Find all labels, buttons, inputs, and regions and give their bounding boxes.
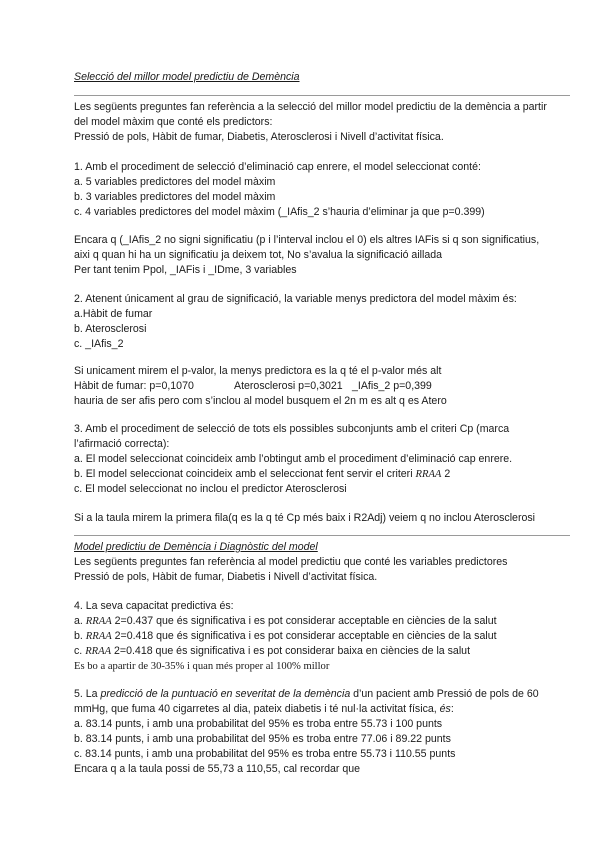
question-prefix: 5. La xyxy=(74,688,101,700)
rraa-symbol: RRAA xyxy=(85,646,112,657)
question-emphasis: predicció de la puntuació en severitat de la demència xyxy=(100,688,351,700)
section1-divider xyxy=(74,95,570,96)
option-a: a.Hàbit de fumar xyxy=(74,308,153,320)
option-suffix: 2=0.418 que és significativa i es pot considerar baixa en ciències de la salut xyxy=(111,645,471,657)
note-line: aixi q quan hi ha un significatiu ja deixem tot, No s’avalua la significació aillada xyxy=(74,249,443,261)
option-b-suffix: 2 xyxy=(441,468,451,480)
note-line: Per tant tenim Ppol, _IAFis i _IDme, 3 variables xyxy=(74,264,297,276)
question-3 xyxy=(74,422,574,497)
note-line: Si unicament mirem el p-valor, la menys predictora es la q té el p-valor més alt xyxy=(74,365,442,377)
rraa-symbol: RRAA xyxy=(85,631,112,642)
option-b-prefix: b. El model seleccionat coincideix amb el seleccionat fent servir el criteri xyxy=(74,468,416,480)
option-a: a. 5 variables predictores del model màxim xyxy=(74,176,276,188)
option-b: b. 83.14 punts, i amb una probabilitat del 95% es troba entre 77.06 i 89.22 punts xyxy=(74,733,451,745)
question-3-note xyxy=(74,511,574,526)
question-1-note xyxy=(74,233,574,278)
question-text: l’afirmació correcta): xyxy=(74,438,170,450)
note-line: hauria de ser afis pero com s’inclou al model busquem el 2n m es alt q es Atero xyxy=(74,395,447,407)
pvalue-afis: _IAfis_2 p=0,399 xyxy=(352,380,432,392)
option-prefix: a. xyxy=(74,615,86,627)
question-1 xyxy=(74,160,574,220)
question-text: 3. Amb el procediment de selecció de tots els possibles subconjunts amb el criteri Cp (marca xyxy=(74,423,510,435)
option-prefix: b. xyxy=(74,630,86,642)
option-c: c. 4 variables predictores del model màxim (_IAfis_2 s’hauria d’eliminar ja que p=0.399) xyxy=(74,206,485,218)
option-c xyxy=(74,644,574,659)
note-line: Es bo a apartir de 30-35% i quan més proper al 100% millor xyxy=(74,661,330,672)
pvalues-line xyxy=(74,379,574,394)
rraa-symbol: RRAA xyxy=(415,469,442,480)
note-line: Si a la taula mirem la primera fila(q es la q té Cp més baix i R2Adj) veiem q no inclou Aterosclerosi xyxy=(74,512,536,524)
pvalue-atero: Aterosclerosi p=0,3021 xyxy=(234,380,343,392)
note-line: Encara q (_IAfis_2 no signi significatiu (p i l’interval inclou el 0) els altres IAFis si q son significatius, xyxy=(74,234,540,246)
option-c: c. El model seleccionat no inclou el predictor Aterosclerosi xyxy=(74,483,347,495)
intro-line: Les següents preguntes fan referència a la selecció del millor model predictiu de la demència a partir xyxy=(74,101,547,113)
question-text xyxy=(74,687,574,702)
option-prefix: c. xyxy=(74,645,86,657)
section2 xyxy=(74,540,574,585)
option-a: a. El model seleccionat coincideix amb l’obtingut amb el procediment d’eliminació cap enrere. xyxy=(74,453,513,465)
pvalue-fumar: Hàbit de fumar: p=0,1070 xyxy=(74,380,194,392)
option-b xyxy=(74,467,574,482)
option-suffix: 2=0.437 que és significativa i es pot considerar acceptable en ciències de la salut xyxy=(111,615,497,627)
question-emphasis: és xyxy=(439,703,451,715)
question-text: 2. Atenent únicament al grau de significació, la variable menys predictora del model màxim és: xyxy=(74,293,517,305)
intro-line: Les següents preguntes fan referència al model predictiu que conté les variables predictores xyxy=(74,556,508,568)
question-text: 4. La seva capacitat predictiva és: xyxy=(74,600,234,612)
question-text: 1. Amb el procediment de selecció d’eliminació cap enrere, el model seleccionat conté: xyxy=(74,161,481,173)
section1-intro xyxy=(74,100,574,145)
note-line: Encara q a la taula possi de 55,73 a 110,55, cal recordar que xyxy=(74,763,361,775)
question-text xyxy=(74,702,574,717)
option-c: c. 83.14 punts, i amb una probabilitat del 95% es troba entre 55.73 i 110.55 punts xyxy=(74,748,456,760)
option-b xyxy=(74,629,574,644)
rraa-symbol: RRAA xyxy=(85,616,112,627)
option-c: c. _IAfis_2 xyxy=(74,338,124,350)
question-5 xyxy=(74,687,574,777)
question-4 xyxy=(74,599,574,674)
section2-divider xyxy=(74,535,570,536)
question-prefix: mmHg, que fuma 40 cigarretes al dia, pateix diabetis i té nul·la activitat física, xyxy=(74,703,440,715)
question-2 xyxy=(74,292,574,352)
section2-title: Model predictiu de Demència i Diagnòstic del model xyxy=(74,541,318,553)
question-suffix: d’un pacient amb Pressió de pols de 60 xyxy=(350,688,539,700)
option-b: b. 3 variables predictores del model màxim xyxy=(74,191,276,203)
option-a: a. 83.14 punts, i amb una probabilitat del 95% es troba entre 55.73 i 100 punts xyxy=(74,718,443,730)
option-a xyxy=(74,614,574,629)
section1-title: Selecció del millor model predictiu de Demència xyxy=(74,71,300,83)
intro-line: Pressió de pols, Hàbit de fumar, Diabetis, Aterosclerosi i Nivell d’activitat física. xyxy=(74,131,444,143)
intro-line: Pressió de pols, Hàbit de fumar, Diabetis i Nivell d’activitat física. xyxy=(74,571,378,583)
question-2-note xyxy=(74,364,574,409)
option-suffix: 2=0.418 que és significativa i es pot considerar acceptable en ciències de la salut xyxy=(111,630,497,642)
section1 xyxy=(74,70,574,85)
question-suffix: : xyxy=(450,703,454,715)
option-b: b. Aterosclerosi xyxy=(74,323,147,335)
intro-line: del model màxim que conté els predictors: xyxy=(74,116,273,128)
